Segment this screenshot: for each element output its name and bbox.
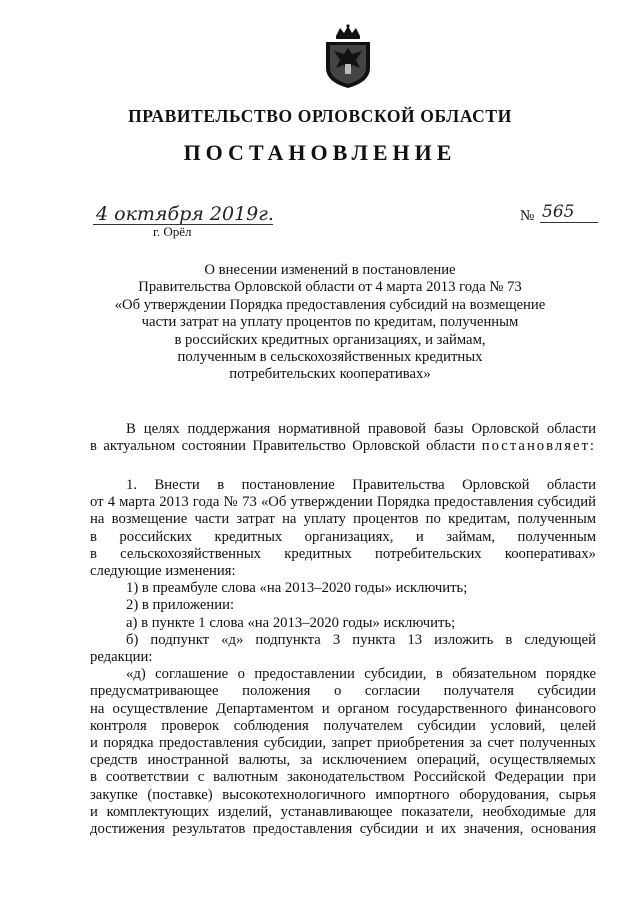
resolution-body [90, 477, 596, 838]
preamble-line [90, 438, 596, 455]
title-line: Правительства Орловской области от 4 марта 2013 года № 73 [138, 279, 522, 296]
title-line: О внесении изменений в постановление [204, 262, 456, 278]
body-line: закупке (поставке) высокотехнологичного импортного оборудования, сырья [90, 786, 596, 803]
body-line: и порядка предоставления субсидии, запрет приобретения за счет полученных [90, 735, 596, 752]
title-line: «Об утверждении Порядка предоставления субсидий на возмещение [114, 296, 546, 313]
body-line: от 4 марта 2013 года № 73 «Об утверждении Порядка предоставления субсидий [90, 494, 596, 511]
body-line: «д) соглашение о предоставлении субсидии, в обязательном порядке [126, 666, 596, 683]
number-underline [540, 222, 598, 223]
handwritten-number: 565 [542, 202, 575, 222]
preamble-text: в актуальном состоянии Правительство Орловской области [90, 438, 482, 455]
title-line: в российских кредитных организациях, и займам, [174, 331, 486, 348]
body-line: предусматривающее положения о согласии получателя субсидии [90, 683, 596, 700]
body-line: 1) в преамбуле слова «на 2013–2020 годы» исключить; [126, 580, 468, 597]
number-label: № [520, 208, 535, 224]
preamble-line: В целях поддержания нормативной правовой базы Орловской области [126, 421, 596, 437]
government-name: ПРАВИТЕЛЬСТВО ОРЛОВСКОЙ ОБЛАСТИ [128, 106, 512, 126]
body-line: контроля проверок соблюдения получателем субсидии условий, целей [90, 717, 596, 734]
document-type: ПОСТАНОВЛЕНИЕ [183, 140, 457, 165]
document-title [90, 262, 570, 384]
body-line: в сельскохозяйственных кредитных потребительских кооперативах» [90, 545, 596, 562]
body-line: редакции: [90, 649, 153, 666]
body-line: а) в пункте 1 слова «на 2013–2020 годы» исключить; [126, 614, 456, 631]
body-line: и комплектующих изделий, устанавливающее показатели, необходимые для [90, 803, 596, 820]
body-line: на возмещение части затрат на уплату процентов по кредитам, полученным [90, 511, 596, 528]
handwritten-date: 4 октября 2019г. [96, 203, 274, 225]
body-line: следующие изменения: [90, 563, 236, 580]
coat-of-arms-emblem [322, 24, 374, 90]
resolves-word: постановляет: [481, 438, 596, 455]
city-label: г. Орёл [153, 224, 192, 239]
body-line: на осуществление Департаментом и органом государственного финансового [90, 700, 596, 717]
body-line: достижения результатов предоставления субсидии и их значения, основания [90, 821, 596, 838]
body-line: б) подпункт «д» подпункта 3 пункта 13 изложить в следующей [126, 631, 596, 648]
body-line: 2) в приложении: [126, 597, 235, 614]
body-line: в соответствии с валютным законодательством Российской Федерации при [90, 769, 596, 786]
body-line: в российских кредитных организациях, и займам, полученным [90, 528, 596, 545]
preamble-paragraph [90, 421, 596, 455]
body-line: 1. Внести в постановление Правительства Орловской области [126, 477, 596, 493]
title-line: части затрат на уплату процентов по кредитам, полученным [141, 314, 519, 331]
title-line: полученным в сельскохозяйственных кредитных [177, 349, 483, 366]
title-line: потребительских кооперативах» [229, 366, 431, 383]
body-line: средств иностранной валюты, за исключением операций, осуществляемых [90, 752, 596, 769]
